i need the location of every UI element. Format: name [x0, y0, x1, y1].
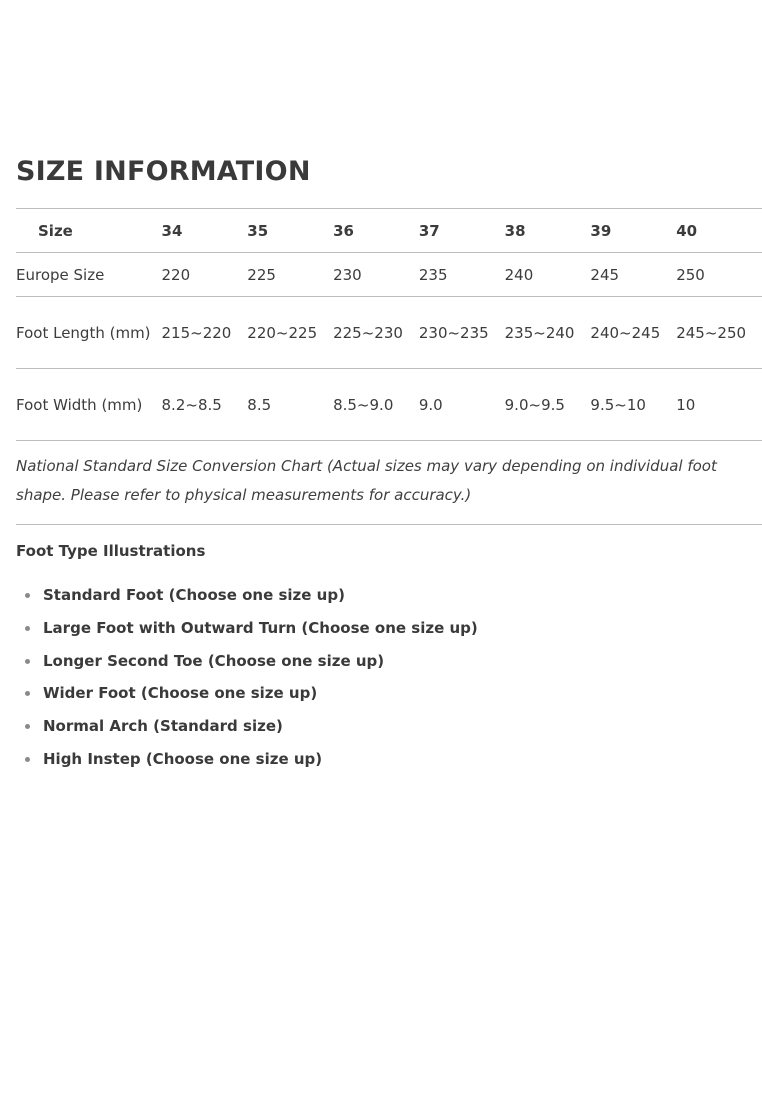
table-row [16, 253, 762, 297]
table-header-cell: 40 [676, 221, 698, 240]
table-cell: 245~250 [676, 323, 747, 342]
foot-type-label: Standard Foot (Choose one size up) [43, 586, 345, 604]
table-row [16, 297, 762, 369]
table-cell: 9.5~10 [590, 395, 646, 414]
bullet-icon [25, 691, 30, 696]
bullet-icon [25, 724, 30, 729]
table-cell: 220 [161, 265, 191, 284]
table-cell: 230~235 [418, 323, 489, 342]
foot-type-label: Normal Arch (Standard size) [43, 717, 283, 736]
bullet-icon [25, 593, 30, 598]
table-cell: 220~225 [247, 323, 318, 342]
table-header-cell: 34 [161, 221, 183, 240]
row-label-foot-length: Foot Length (mm) [16, 323, 151, 342]
table-header-row [16, 209, 762, 253]
list-item [16, 582, 478, 615]
table-cell: 9.0~9.5 [504, 395, 565, 414]
row-label-foot-width: Foot Width (mm) [16, 395, 143, 414]
bullet-icon [25, 626, 30, 631]
table-cell: 225~230 [333, 323, 403, 342]
foot-type-label: Large Foot with Outward Turn (Choose one size up) [43, 618, 478, 637]
table-cell: 245 [590, 265, 620, 284]
foot-type-label: Wider Foot (Choose one size up) [43, 684, 318, 703]
size-chart-note: National Standard Size Conversion Chart (Actual sizes may vary depending on individual foot shape. Please refer to physical measurements for accuracy.) [16, 457, 717, 504]
foot-type-heading: Foot Type Illustrations [16, 542, 206, 560]
table-cell: 235 [418, 265, 448, 284]
foot-type-label: High Instep (Choose one size up) [43, 749, 323, 768]
list-item [16, 713, 478, 746]
list-item [16, 615, 478, 648]
table-header-cell: 38 [504, 221, 526, 240]
table-cell: 8.5 [247, 395, 272, 414]
foot-type-list [16, 582, 478, 779]
table-header-cell: 39 [590, 221, 612, 240]
table-cell: 240~245 [590, 323, 661, 342]
table-cell: 235~240 [504, 323, 575, 342]
section-divider [16, 524, 762, 525]
table-cell: 8.5~9.0 [333, 395, 394, 414]
list-item [16, 648, 478, 681]
list-item [16, 680, 478, 713]
table-cell: 230 [333, 265, 362, 284]
bullet-icon [25, 659, 30, 664]
row-label-europe-size: Europe Size [16, 265, 105, 284]
table-header-cell: 36 [333, 221, 354, 240]
bullet-icon [25, 757, 30, 762]
table-cell: 215~220 [161, 323, 232, 342]
table-cell: 9.0 [418, 395, 443, 414]
table-cell: 8.2~8.5 [161, 395, 222, 414]
table-header-cell: 37 [418, 221, 440, 240]
table-row [16, 369, 762, 441]
table-header-label: Size [38, 221, 73, 240]
table-cell: 250 [676, 265, 705, 284]
table-cell: 240 [504, 265, 534, 284]
page-title: SIZE INFORMATION [16, 156, 311, 187]
list-item [16, 746, 478, 779]
table-cell: 225 [247, 265, 276, 284]
foot-type-label: Longer Second Toe (Choose one size up) [43, 651, 385, 670]
table-header-cell: 35 [247, 221, 269, 240]
size-table [16, 208, 762, 441]
table-cell: 10 [676, 395, 696, 414]
